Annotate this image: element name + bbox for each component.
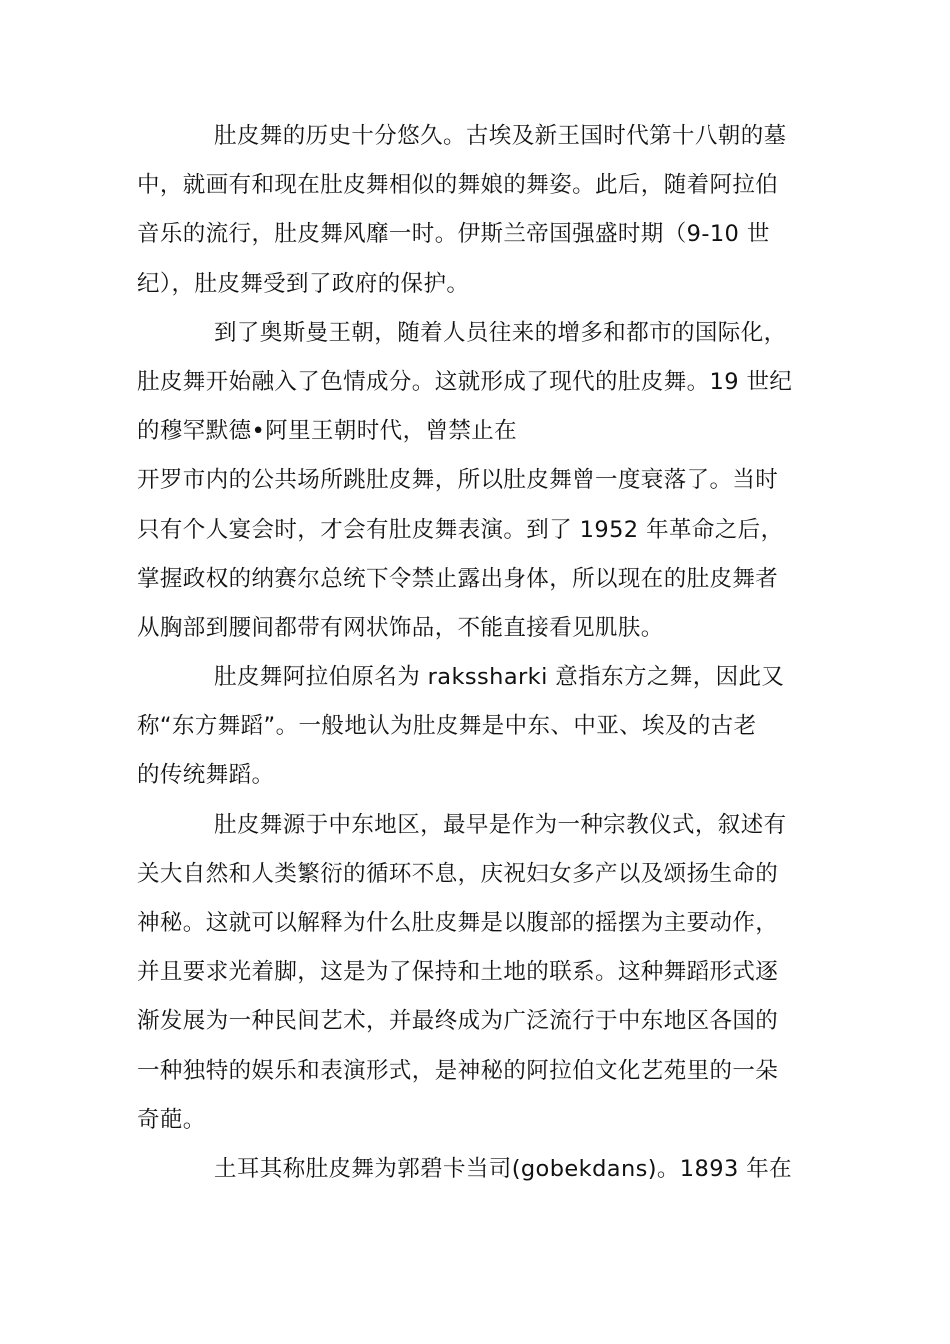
- text-line: 开罗市内的公共场所跳肚皮舞，所以肚皮舞曾一度衰落了。当时: [137, 467, 779, 494]
- text-line: 肚皮舞的历史十分悠久。古埃及新王国时代第十八朝的墓: [214, 123, 787, 149]
- text-line: 肚皮舞开始融入了色情成分。这就形成了现代的肚皮舞。19 世纪: [137, 368, 793, 395]
- text-line: 一种独特的娱乐和表演形式，是神秘的阿拉伯文化艺苑里的一朵: [137, 1057, 779, 1084]
- text-line: 奇葩。: [137, 1106, 206, 1133]
- text-line: 肚皮舞源于中东地区，最早是作为一种宗教仪式，叙述有: [214, 811, 787, 838]
- text-line: 神秘。这就可以解释为什么肚皮舞是以腹部的摇摆为主要动作，: [137, 910, 779, 936]
- text-line: 的穆罕默德•阿里王朝时代，曾禁止在: [137, 418, 518, 445]
- text-line: 称“东方舞蹈”。一般地认为肚皮舞是中东、中亚、埃及的古老: [137, 713, 757, 740]
- text-line: 的传统舞蹈。: [137, 762, 275, 789]
- text-line: 并且要求光着脚，这是为了保持和土地的联系。这种舞蹈形式逐: [137, 959, 779, 986]
- text-line: 渐发展为一种民间艺术，并最终成为广泛流行于中东地区各国的: [137, 1008, 779, 1035]
- text-line: 纪），肚皮舞受到了政府的保护。: [137, 270, 470, 297]
- text-line: 从胸部到腰间都带有网状饰品，不能直接看见肌肤。: [137, 614, 664, 641]
- text-line: 肚皮舞阿拉伯原名为 rakssharki 意指东方之舞，因此又: [214, 664, 785, 691]
- text-line: 到了奥斯曼王朝，随着人员往来的增多和都市的国际化，: [214, 319, 787, 346]
- text-line: 土耳其称肚皮舞为郭碧卡当司(gobekdans)。1893 年在: [214, 1155, 793, 1182]
- body-text: [137, 112, 805, 1194]
- text-line: 中，就画有和现在肚皮舞相似的舞娘的舞姿。此后，随着阿拉伯: [137, 172, 779, 199]
- text-line: 掌握政权的纳赛尔总统下令禁止露出身体，所以现在的肚皮舞者: [137, 565, 779, 592]
- text-line: 只有个人宴会时，才会有肚皮舞表演。到了 1952 年革命之后，: [137, 516, 784, 543]
- text-line: 音乐的流行，肚皮舞风靡一时。伊斯兰帝国强盛时期（9-10 世: [137, 221, 770, 248]
- text-line: 关大自然和人类繁衍的循环不息，庆祝妇女多产以及颂扬生命的: [137, 860, 779, 887]
